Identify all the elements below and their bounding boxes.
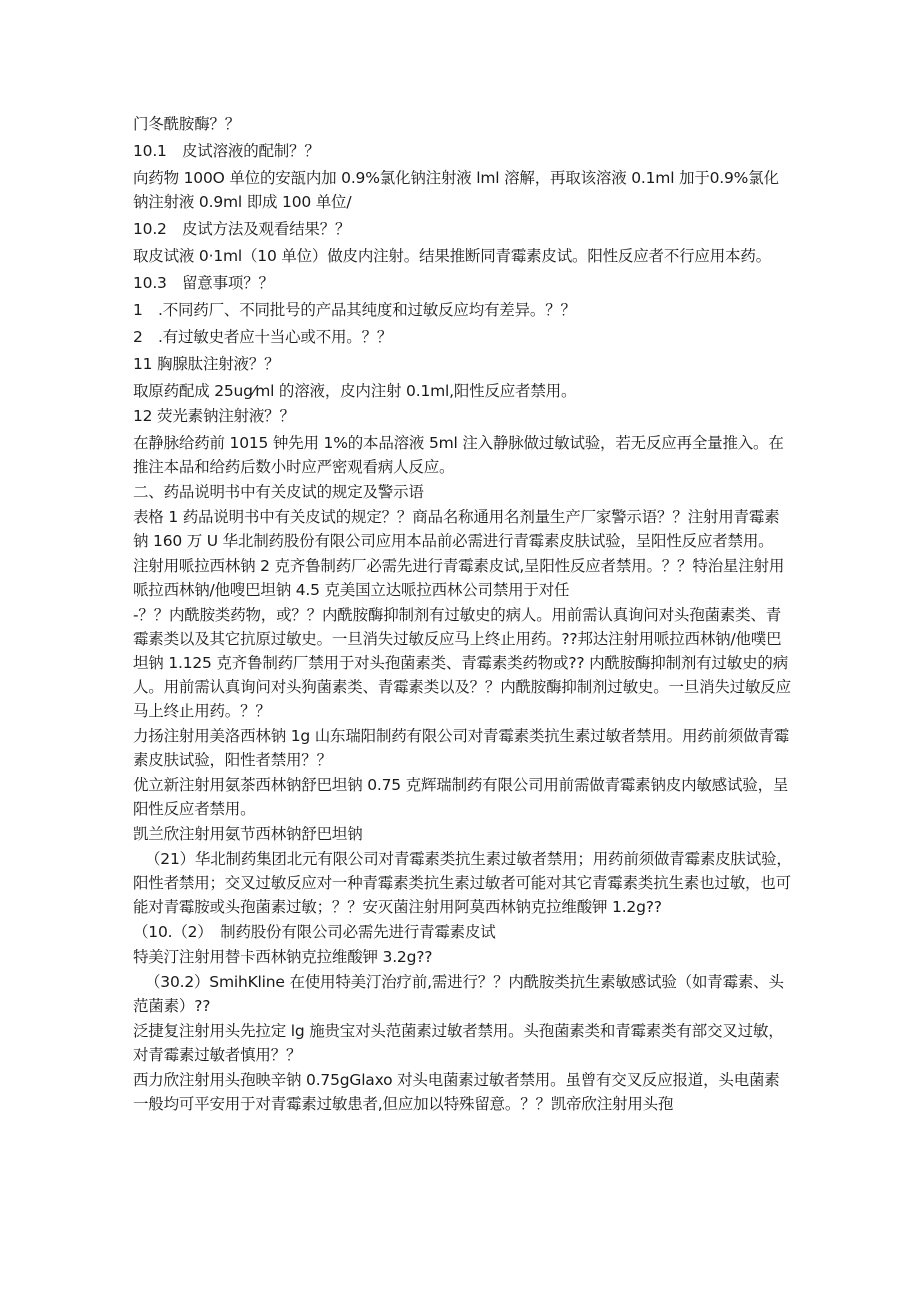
paragraph: 优立新注射用氨茶西林钠舒巴坦钠 0.75 克辉瑞制药有限公司用前需做青霉素钠皮内敏感试验，呈阳性反应者禁用。 xyxy=(133,776,789,818)
chapter-heading: 二、药品说明书中有关皮试的规定及警示语 xyxy=(133,483,424,501)
paragraph: -？？内酰胺类药物，或？？内酰胺酶抑制剂有过敏史的病人。用前需认真询问对头孢菌素类、青霉素类以及其它抗原过敏史。一旦消失过敏反应马上终止用药。??邦达注射用哌拉西林钠/他噗巴坦钠 1.125 克齐鲁制药厂禁用于对头孢菌素类、青霉素类药物或?? 内酰胺酶抑制剂有过敏史的病人。用前需认真询问对头狗菌素类、青霉素类以及？？内酰胺酶抑制剂过敏史。一旦消失过敏反应马上终止用药。？？ xyxy=(133,606,791,720)
list-item: 2 .有过敏史者应十当心或不用。？？ xyxy=(133,328,393,346)
paragraph: 表格 1 药品说明书中有关皮试的规定？？商品名称通用名剂量生产厂家警示语？？注射用青霉素钠 160 万 U 华北制药股份有限公司应用本品前必需进行青霉素皮肤试验，呈阳性反应者禁用。 xyxy=(133,508,780,550)
document-body xyxy=(133,112,793,1117)
paragraph: 西力欣注射用头孢映辛钠 0.75gGlaxo 对头电菌素过敏者禁用。虽曾有交叉反应报道，头电菌素一般均可平安用于对青霉素过敏患者,但应加以特殊留意。？？凯帝欣注射用头孢 xyxy=(133,1071,780,1113)
subsection-heading: 10.2 皮试方法及观看结果？？ xyxy=(133,220,351,238)
paragraph: （21）华北制药集团北元有限公司对青霉素类抗生素过敏者禁用；用药前须做青霉素皮肤试验，阳性者禁用；交叉过敏反应对一种青霉素类抗生素过敏者可能对其它青霉素类抗生素也过敏，也可能对青霉胺或头孢菌素过敏；？？安灭菌注射用阿莫西林钠克拉维酸钾 1.2g?? xyxy=(133,850,792,916)
paragraph: 向药物 100O 单位的安瓿内加 0.9%氯化钠注射液 lml 溶解，再取该溶液 0.1ml 加于0.9%氯化钠注射液 0.9ml 即成 100 单位/ xyxy=(133,169,779,211)
paragraph: 泛捷复注射用头先拉定 lg 施贵宝对头范菌素过敏者禁用。头孢菌素类和青霉素类有部交叉过敏，对青霉素过敏者慎用？？ xyxy=(133,1022,784,1064)
paragraph: 特美汀注射用替卡西林钠克拉维酸钾 3.2g?? xyxy=(133,948,433,966)
paragraph: 取皮试液 0·1ml（10 单位）做皮内注射。结果推断同青霉素皮试。阳性反应者不行应用本药。 xyxy=(133,247,771,265)
subsection-heading: 10.3 留意事项？？ xyxy=(133,274,274,292)
paragraph: 凯兰欣注射用氨节西林钠舒巴坦钠 xyxy=(133,825,363,843)
paragraph: 力扬注射用美洛西林钠 1g 山东瑞阳制药有限公司对青霉素类抗生素过敏者禁用。用药前须做青霉素皮肤试验，阳性者禁用？？ xyxy=(133,727,790,769)
section-heading: 门冬酰胺酶？？ xyxy=(133,115,241,133)
paragraph: 取原药配成 25ug⁄ml 的溶液，皮内注射 0.1ml,阳性反应者禁用。 xyxy=(133,382,577,400)
paragraph: （10.（2） 制药股份有限公司必需先进行青霉素皮试 xyxy=(133,923,496,941)
section-heading: 12 荧光素钠注射液？？ xyxy=(133,407,295,425)
list-item: 1 .不同药厂、不同批号的产品其纯度和过敏反应均有差异。？？ xyxy=(133,301,576,319)
subsection-heading: 10.1 皮试溶液的配制？？ xyxy=(133,142,320,160)
paragraph: （30.2）SmihKline 在使用特美汀治疗前,需进行？？内酰胺类抗生素敏感试验（如青霉素、头范菌素）?? xyxy=(133,973,784,1015)
paragraph: 在静脉给药前 1015 钟先用 1%的本品溶液 5ml 注入静脉做过敏试验，若无反应再全量推入。在推注本品和给药后数小时应严密观看病人反应。 xyxy=(133,434,784,476)
paragraph: 注射用哌拉西林钠 2 克齐鲁制药厂必需先进行青霉素皮试,呈阳性反应者禁用。？？特治星注射用哌拉西林钠/他嗖巴坦钠 4.5 克美国立达哌拉西林公司禁用于对任 xyxy=(133,557,785,599)
section-heading: 11 胸腺肽注射液？？ xyxy=(133,355,280,373)
